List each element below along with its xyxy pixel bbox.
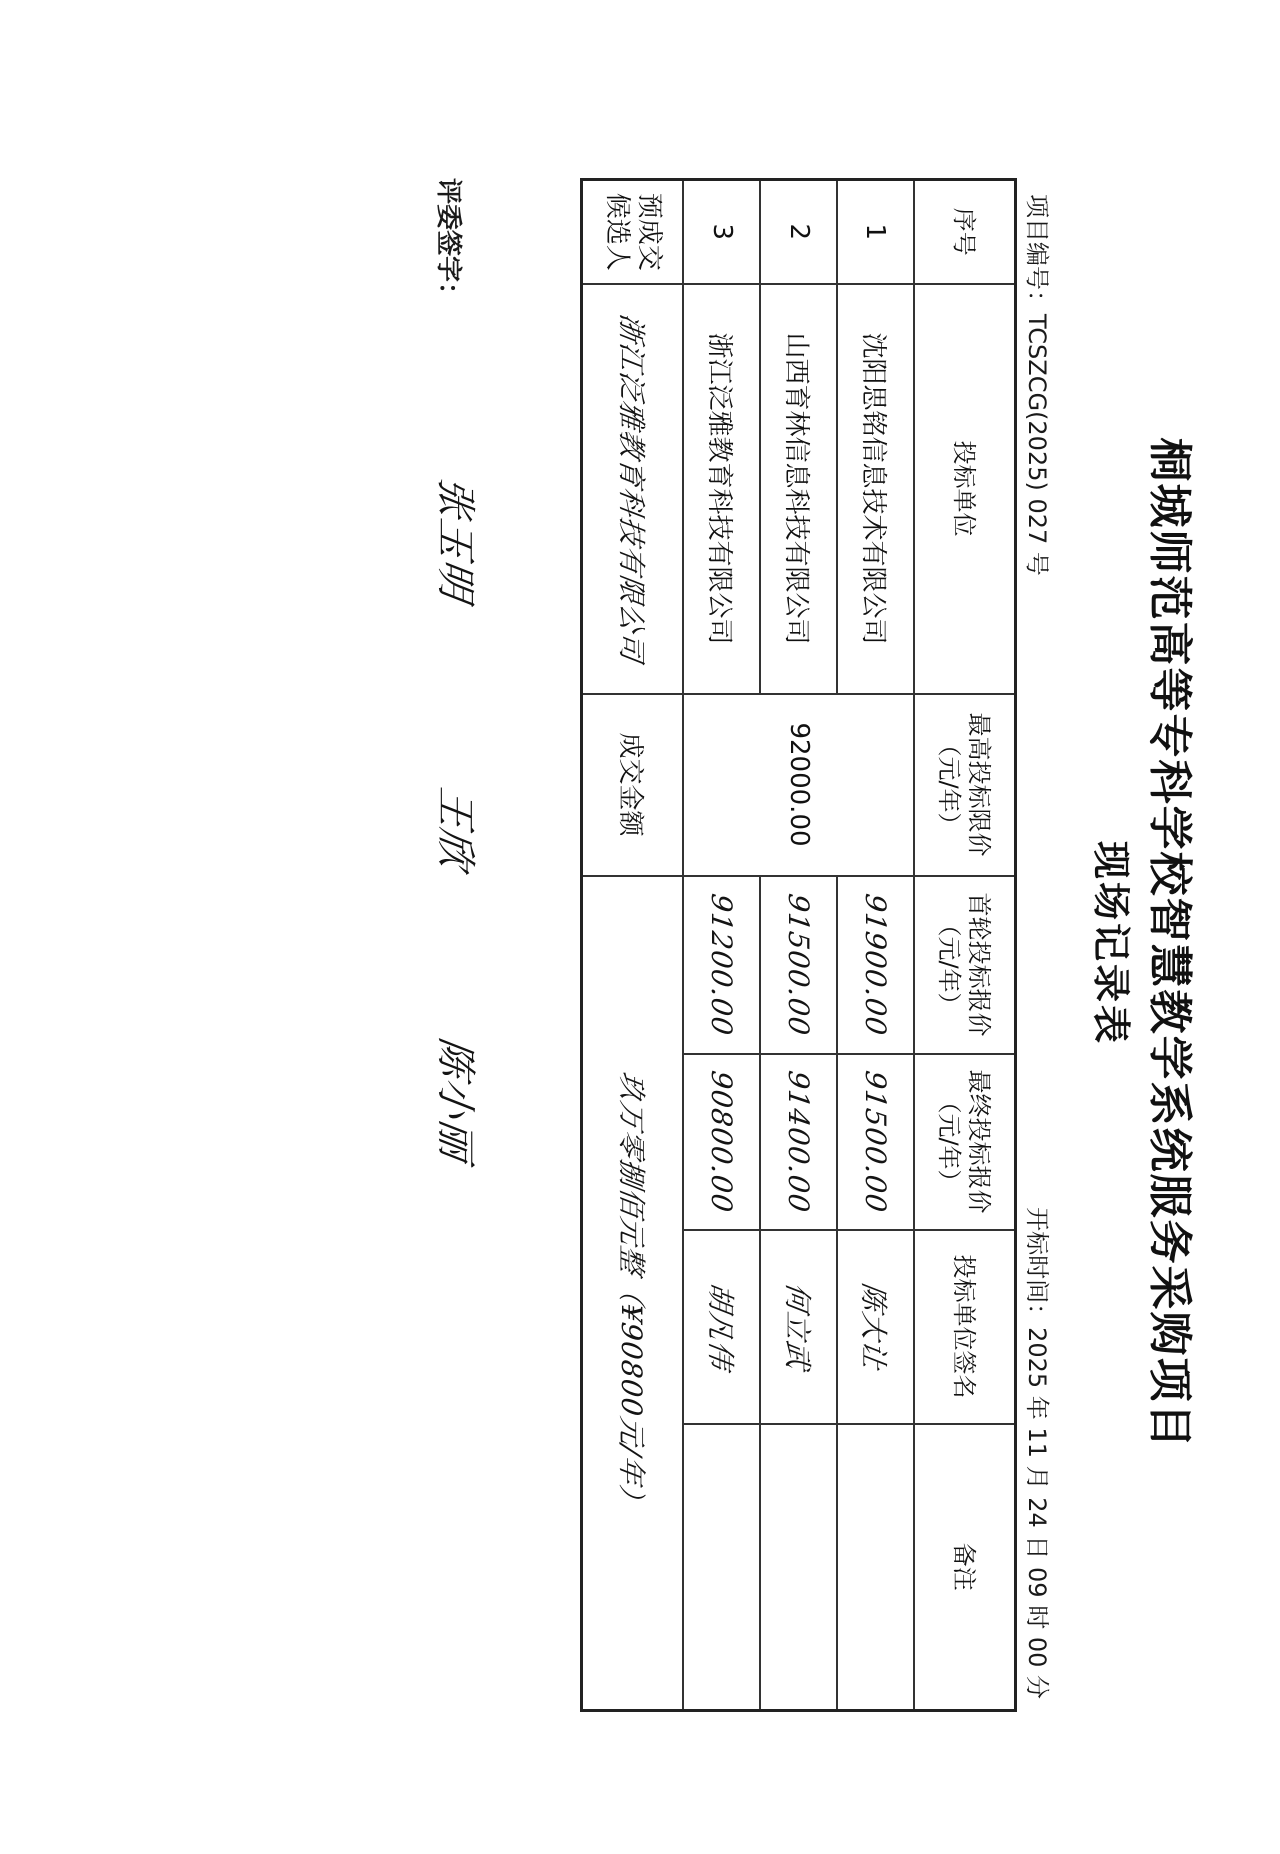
row-bidder: 浙江泛雅教育科技有限公司 [683, 284, 760, 694]
header-signature: 投标单位签名 [914, 1230, 1016, 1424]
handwritten-signature: 胡凡伟 [703, 1280, 737, 1373]
handwritten-first-price: 91200.00 [705, 891, 739, 1038]
handwritten-final-price: 90800.00 [705, 1068, 739, 1215]
opening-time-value: 2025 年 11 月 24 日 09 时 00 分 [1023, 1327, 1051, 1699]
evaluator-signature: 陈小丽 [432, 1034, 478, 1164]
amount-label: 成交金额 [582, 694, 684, 876]
title-line-2: 现场记录表 [1089, 840, 1133, 1046]
max-price-cell: 92000.00 [683, 694, 914, 876]
handwritten-signature: 何立武 [780, 1280, 814, 1373]
project-number-label: 项目编号： [1023, 194, 1051, 314]
handwritten-first-price: 91900.00 [858, 891, 892, 1038]
row-seq: 3 [683, 180, 760, 284]
project-number-value: TCSZCG(2025) 027 号 [1023, 314, 1051, 576]
handwritten-final-price: 91400.00 [782, 1068, 816, 1215]
row-bidder: 山西育林信息科技有限公司 [760, 284, 837, 694]
header-first-price: 首轮投标报价（元/年） [914, 876, 1016, 1054]
handwritten-first-price: 91500.00 [782, 891, 816, 1038]
handwritten-candidate-name: 浙江泛雅教育科技有限公司 [614, 311, 648, 665]
evaluator-signature: 王欣 [432, 784, 478, 873]
handwritten-signature: 陈大让 [857, 1280, 891, 1373]
handwritten-amount: 玖万零捌佰元整（¥90800元/年） [614, 1069, 648, 1517]
row-seq: 2 [760, 180, 837, 284]
header-seq: 序号 [914, 180, 1016, 284]
evaluator-label: 评委签字： [433, 178, 463, 309]
opening-time-label: 开标时间： [1023, 1207, 1051, 1328]
row-bidder: 沈阳思铭信息技术有限公司 [837, 284, 914, 694]
candidate-label: 预成交候选人 [582, 180, 684, 284]
title-line-1: 桐城师范高等专科学校智慧教学系统服务采购项目 [1144, 437, 1195, 1450]
evaluator-signatures [417, 474, 497, 1478]
handwritten-final-price: 91500.00 [858, 1068, 892, 1215]
header-max-price: 最高投标限价（元/年） [914, 694, 1016, 876]
header-bidder: 投标单位 [914, 284, 1016, 694]
row-seq: 1 [837, 180, 914, 284]
evaluator-signature: 张玉明 [432, 474, 478, 604]
header-final-price: 最终投标报价（元/年） [914, 1054, 1016, 1230]
header-remark: 备注 [914, 1424, 1016, 1711]
